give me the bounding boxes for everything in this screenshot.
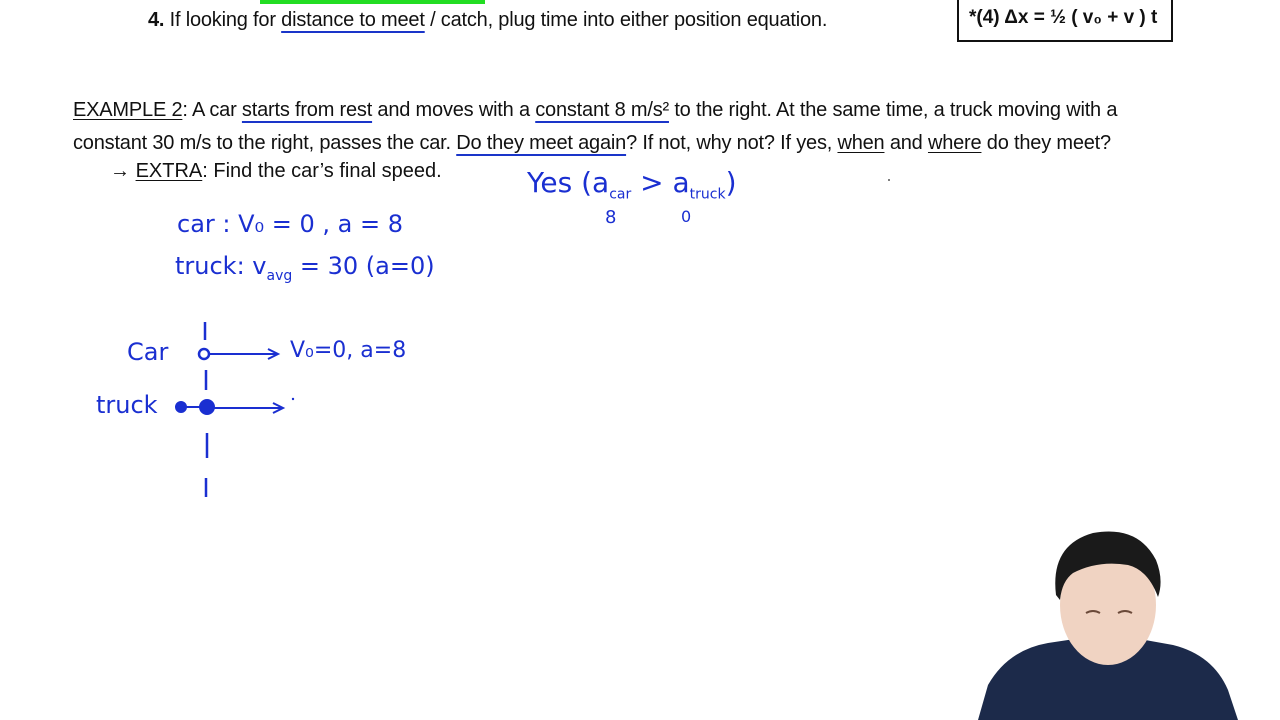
equation-text: *(4) Δx = ½ ( v₀ + v ) t (969, 7, 1158, 28)
extra-text: : Find the car’s final speed. (202, 160, 442, 182)
car-dot (199, 349, 209, 359)
extra-label: EXTRA (135, 160, 203, 182)
presenter-video (978, 525, 1238, 720)
example-label: EXAMPLE 2 (73, 99, 183, 121)
ink-dot (292, 398, 294, 400)
example-text-5: and (884, 132, 928, 154)
diagram-car-label: Car (127, 338, 169, 366)
example-text-4: ? If not, why not? If yes, (626, 132, 838, 154)
when-word: when (837, 132, 885, 154)
answer-yes: Yes (a (527, 166, 610, 199)
do-they-meet-again-phrase: Do they meet again (456, 132, 627, 154)
starts-from-rest-phrase: starts from rest (241, 99, 373, 121)
where-word: where (927, 132, 982, 154)
step-text-pre: If looking for (169, 9, 282, 31)
truck-dot-2 (200, 400, 214, 414)
answer-car-sub: car (609, 186, 632, 203)
arrow-icon: → (110, 160, 136, 182)
car-givens: car : V₀ = 0 , a = 8 (177, 210, 404, 238)
example-text-2: and moves with a (372, 99, 536, 121)
diagram-car-values: V₀=0, a=8 (290, 338, 407, 363)
truck-givens-pre: truck: v (175, 252, 267, 280)
truck-givens-sub: avg (266, 267, 293, 284)
example-text-1: : A car (182, 99, 242, 121)
car-acc-value: 8 (605, 207, 617, 228)
truck-dot-1 (176, 402, 186, 412)
truck-acc-value: 0 (681, 207, 692, 226)
diagram-truck-label: truck (96, 391, 158, 419)
constant-acceleration-phrase: constant 8 m/s² (535, 99, 669, 121)
truck-givens-post: = 30 (a=0) (292, 252, 435, 280)
step-number: 4. (148, 9, 165, 31)
answer-gt: > a (631, 166, 690, 199)
stray-dot (888, 179, 890, 181)
distance-to-meet-phrase: distance to meet (281, 9, 425, 31)
answer-truck-sub: truck (689, 186, 726, 203)
example-text-6: do they meet? (981, 132, 1111, 154)
step-text-post: / catch, plug time into either position equation. (424, 9, 828, 31)
example-text-3: to the right. At the same time, a truck moving with a constant 30 m/s to the right, passes the car. (73, 99, 1118, 154)
answer-close: ) (725, 166, 737, 199)
